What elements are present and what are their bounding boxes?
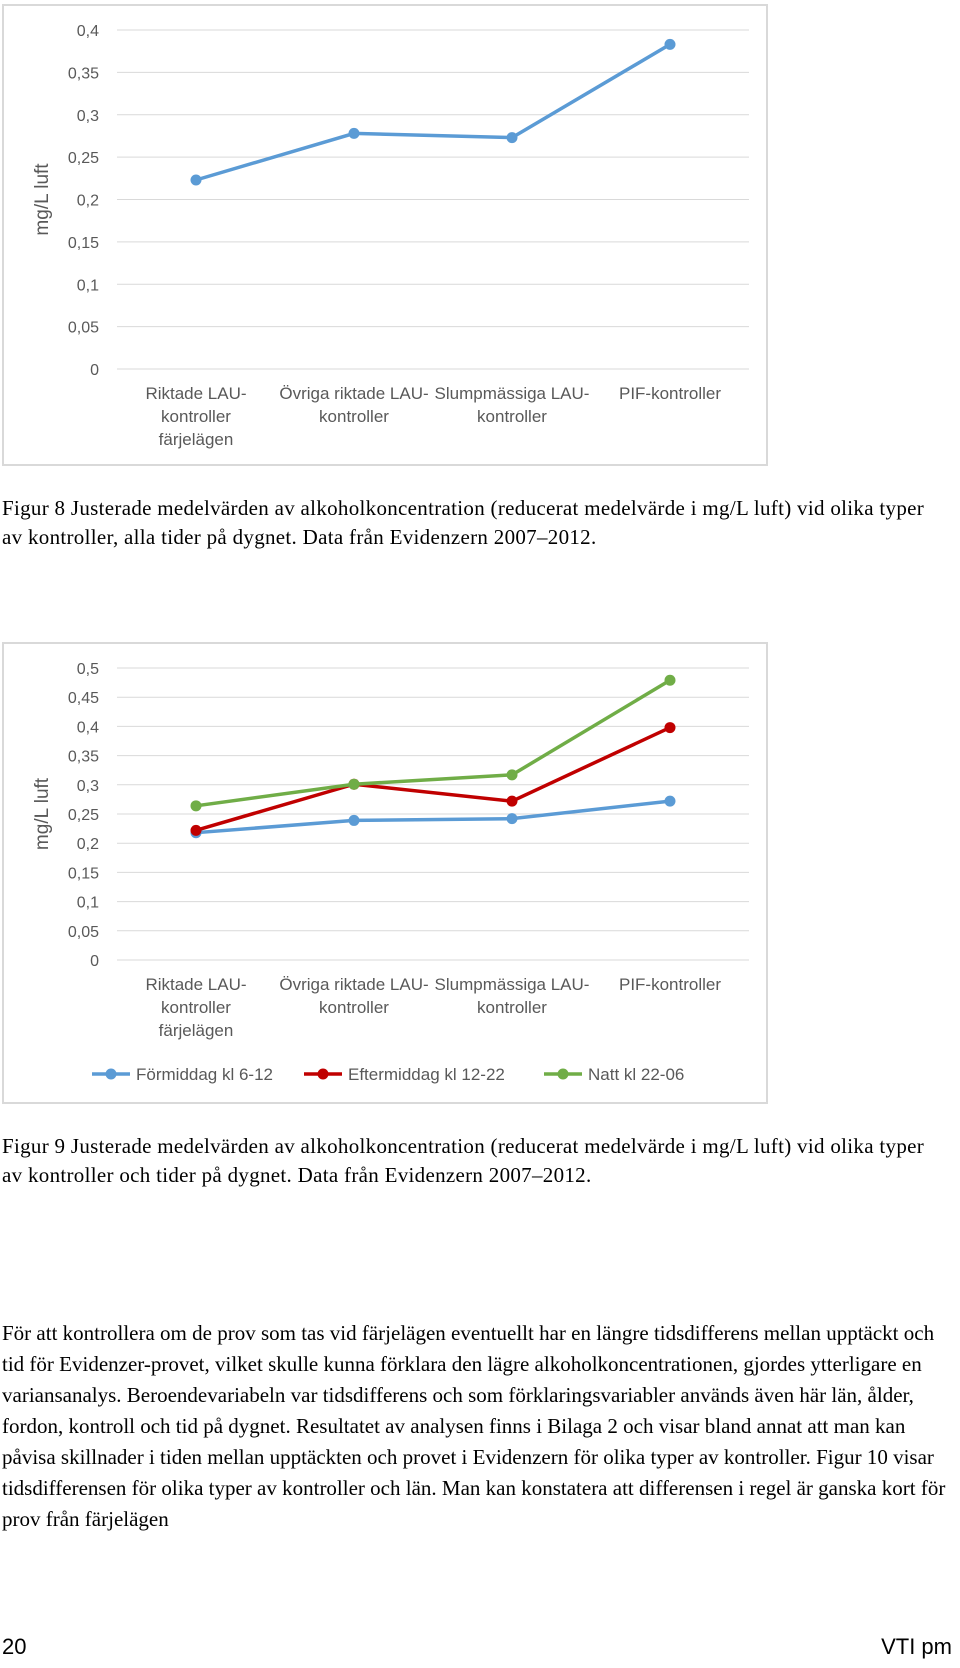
data-point	[349, 128, 360, 139]
y-tick-label: 0,25	[67, 807, 99, 824]
y-tick-label: 0,45	[67, 690, 99, 708]
y-tick-label: 0,25	[67, 150, 99, 168]
y-tick-label: 0,2	[76, 192, 99, 210]
legend-label: Förmiddag kl 6-12	[136, 1065, 274, 1084]
data-point	[665, 675, 676, 686]
figure-8-chart	[2, 4, 768, 466]
figure-9-plot	[4, 644, 770, 1106]
data-point	[507, 796, 518, 807]
y-tick-label: 0,4	[76, 23, 99, 40]
legend-swatch-marker	[558, 1069, 569, 1080]
x-category-label: Övriga riktade LAU-kontroller	[279, 975, 429, 1017]
data-point	[507, 813, 518, 824]
y-tick-label: 0,05	[67, 319, 99, 337]
legend-label: Natt kl 22-06	[588, 1065, 685, 1084]
x-category-label: Riktade LAU-kontroller färjelägen	[145, 975, 247, 1040]
y-tick-label: 0,35	[67, 65, 99, 83]
series-line	[196, 680, 670, 806]
legend-swatch-marker	[106, 1069, 117, 1080]
y-tick-label: 0,5	[76, 661, 99, 678]
y-tick-label: 0,05	[67, 923, 99, 941]
y-tick-label: 0,3	[76, 777, 99, 795]
data-point	[665, 39, 676, 50]
data-point	[507, 769, 518, 780]
footer-publisher: VTI pm	[881, 1634, 952, 1659]
y-tick-label: 0,3	[76, 107, 99, 125]
data-point	[507, 132, 518, 143]
y-axis-title: mg/L luft	[32, 777, 53, 851]
y-tick-label: 0,15	[67, 234, 99, 252]
data-point	[191, 800, 202, 811]
page-number: 20	[2, 1634, 27, 1659]
x-category-label: PIF-kontroller	[618, 975, 722, 994]
y-tick-label: 0	[90, 362, 99, 379]
data-point	[665, 722, 676, 733]
legend-swatch-marker	[318, 1069, 329, 1080]
body-paragraph: För att kontrollera om de prov som tas vid färjelägen eventuellt har en längre tidsdifferens mellan upptäckt och tid för Evidenzer-provet, vilket skulle kunna förklara den lägre alkoholkoncentrationen, gjordes ytterligare en variansanalys. Beroendevariabeln var tidsdifferens och som förklaringsvariabler används även här län, ålder, fordon, kontroll och tid på dygnet. Resultatet av analysen finns i Bilaga 2 och visar bland annat att man kan påvisa skillnader i tiden mellan upptäckten och provet i Evidenzern för olika typer av kontroller. Figur 10 visar tidsdifferensen för olika typer av kontroller och län. Man kan konstatera att differensen i regel är ganska kort för prov från färjelägen	[2, 1321, 946, 1531]
y-tick-label: 0,2	[76, 836, 99, 854]
y-tick-label: 0	[90, 953, 99, 970]
x-category-label: Slumpmässiga LAU-kontroller	[434, 975, 590, 1017]
figure-9-chart	[2, 642, 768, 1104]
y-axis-title: mg/L luft	[32, 163, 53, 236]
y-tick-label: 0,4	[76, 719, 99, 737]
x-category-label: Riktade LAU-kontroller färjelägen	[145, 384, 247, 449]
series-line	[196, 801, 670, 833]
y-tick-label: 0,1	[76, 277, 99, 295]
x-category-label: Slumpmässiga LAU-kontroller	[434, 384, 590, 426]
figure-8-caption: Figur 8 Justerade medelvärden av alkoholkoncentration (reducerat medelvärde i mg/L luft) vid olika typer av kontroller, alla tider på dygnet. Data från Evidenzern 2007–2012.	[2, 496, 925, 549]
series-line	[196, 44, 670, 180]
data-point	[665, 796, 676, 807]
data-point	[191, 825, 202, 836]
legend-label: Eftermiddag kl 12-22	[348, 1065, 505, 1084]
data-point	[349, 815, 360, 826]
y-tick-label: 0,1	[76, 894, 99, 912]
figure-8-plot	[4, 6, 770, 468]
x-category-label: PIF-kontroller	[618, 384, 722, 403]
y-tick-label: 0,15	[67, 865, 99, 883]
data-point	[349, 779, 360, 790]
x-category-label: Övriga riktade LAU-kontroller	[279, 384, 429, 426]
y-tick-label: 0,35	[67, 748, 99, 766]
figure-9-caption: Figur 9 Justerade medelvärden av alkoholkoncentration (reducerat medelvärde i mg/L luft) vid olika typer av kontroller och tider på dygnet. Data från Evidenzern 2007–2012.	[2, 1134, 925, 1187]
data-point	[191, 175, 202, 186]
